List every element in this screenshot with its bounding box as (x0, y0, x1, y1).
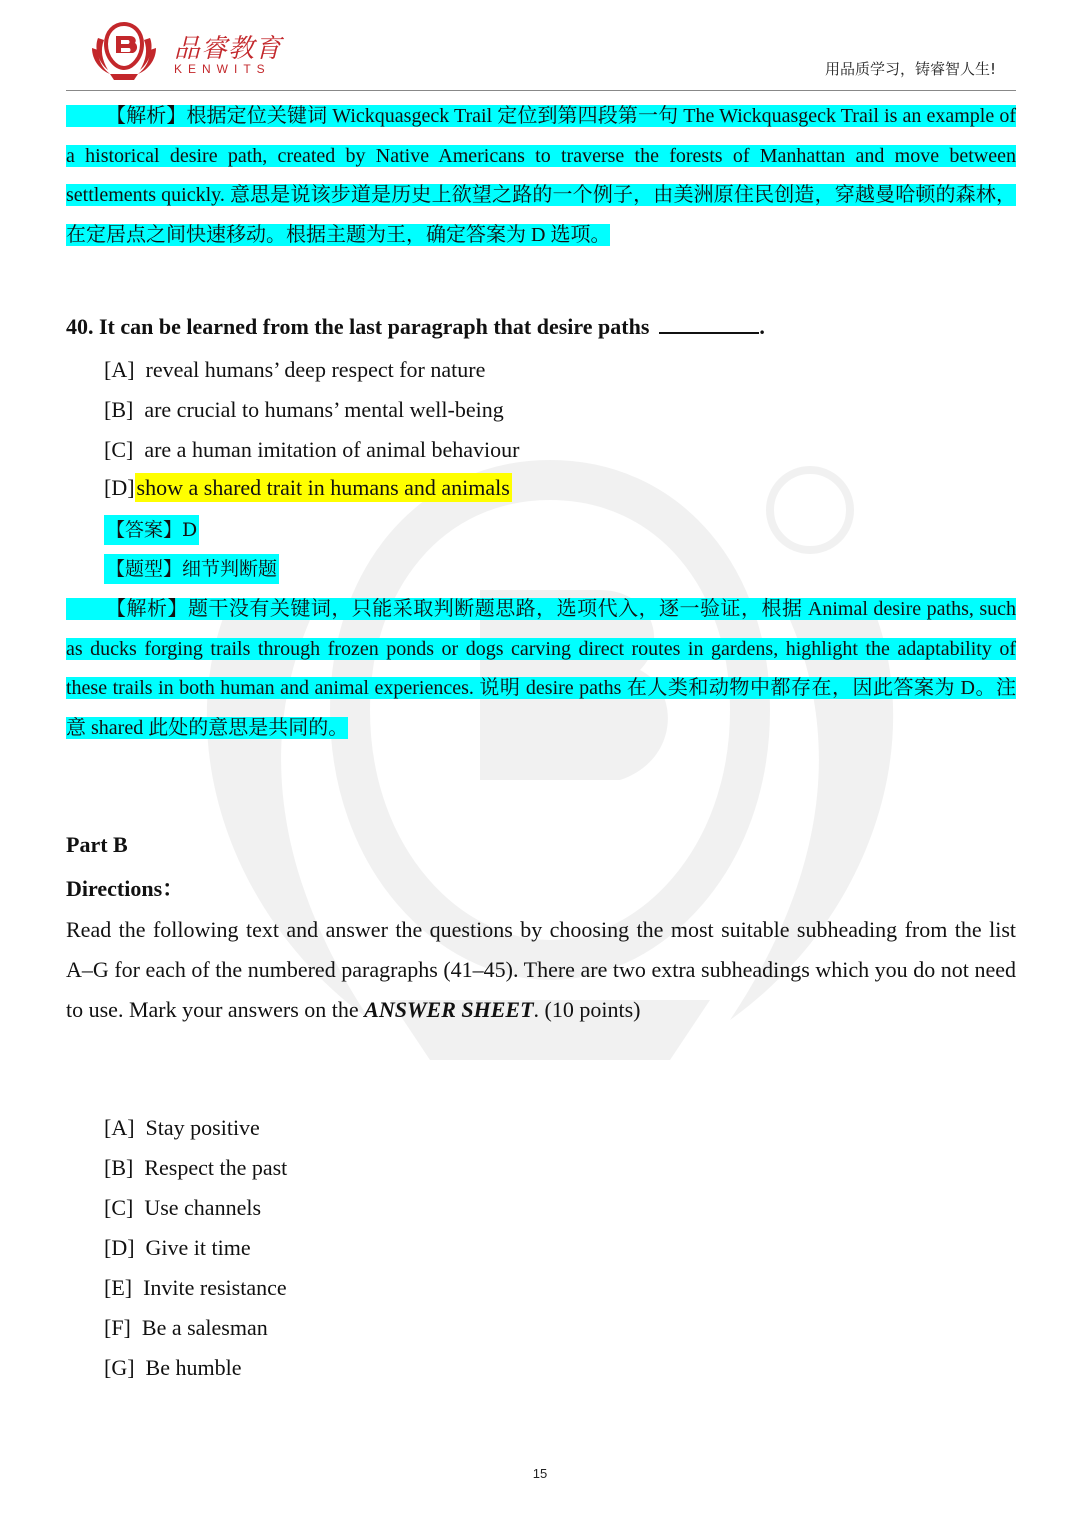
directions-text (66, 910, 1016, 1030)
option-key: [D] (104, 475, 135, 500)
page-number: 15 (532, 1466, 548, 1481)
question-40-stem: 40. It can be learned from the last paragraph that desire paths (66, 314, 650, 339)
subheading-text: Stay positive (145, 1115, 260, 1140)
answer-value: D (182, 519, 198, 541)
answer-sheet-emphasis: ANSWER SHEET (364, 997, 534, 1022)
subheading-key: [D] (104, 1235, 135, 1260)
subheading-b (104, 1153, 287, 1183)
subheading-a (104, 1113, 260, 1143)
subheading-d (104, 1233, 251, 1263)
subheading-g (104, 1353, 241, 1383)
option-key: [A] (104, 357, 135, 382)
option-d (104, 473, 512, 503)
subheading-text: Be a salesman (141, 1315, 268, 1340)
question-type-label: 【题型】 (106, 558, 183, 580)
subheading-text: Respect the past (144, 1155, 288, 1180)
subheading-text: Invite resistance (143, 1275, 287, 1300)
option-text: are crucial to humans’ mental well-being (144, 397, 504, 422)
subheading-key: [B] (104, 1155, 134, 1180)
directions-label: Directions： (66, 876, 185, 901)
option-text: reveal humans’ deep respect for nature (145, 357, 486, 382)
brand-chinese-name: 品睿教育 (174, 34, 283, 64)
question-40-period: . (759, 314, 765, 339)
analysis-39-label: 【解析】 (106, 105, 187, 127)
option-text: are a human imitation of animal behaviour (144, 437, 520, 462)
analysis-39-body: 根据定位关键词 Wickquasgeck Trail 定位到第四段第一句 The Wickquasgeck Trail is an example of a historical desire path, created by Native Americans to traverse the forests of Manhattan and move between settlements quickly. 意思是说该步道是历史上欲望之路的一个例子，由美洲原住民创造，穿越曼哈顿的森林，在定居点之间快速移动。根据主题为王，确定答案为 D 选项。 (66, 105, 1017, 246)
analysis-40-block (66, 590, 1016, 748)
option-key: [B] (104, 397, 134, 422)
analysis-39-text (66, 105, 1016, 246)
subheading-key: [G] (104, 1355, 135, 1380)
option-b (104, 395, 504, 425)
analysis-40-label: 【解析】 (106, 598, 188, 620)
answer-label: 【答案】 (106, 519, 183, 541)
subheading-text: Use channels (144, 1195, 262, 1220)
page-header (66, 18, 1016, 90)
kenwits-logo-icon (88, 18, 160, 82)
answer-highlight (104, 515, 199, 545)
question-type-line (104, 554, 279, 584)
directions-body: Read the following text and answer the questions by choosing the most suitable subheading from the list A–G for each of the numbered paragraphs (41–45). There are two extra subheadings which you do not need to use. Mark your answers on the (66, 917, 1016, 1022)
question-type-highlight (104, 554, 279, 584)
subheading-key: [C] (104, 1195, 134, 1220)
analysis-40-text (66, 598, 1016, 739)
directions-points: . (10 points) (533, 997, 641, 1022)
option-a (104, 355, 485, 385)
analysis-39-block (66, 97, 1016, 255)
part-b-title: Part B (66, 832, 128, 857)
answer-line (104, 515, 199, 545)
option-text-highlighted: show a shared trait in humans and animals (136, 475, 510, 500)
header-divider (66, 90, 1016, 91)
header-slogan: 用品质学习，铸睿智人生! (824, 60, 996, 78)
subheading-key: [F] (104, 1315, 131, 1340)
option-c (104, 435, 519, 465)
answer-blank (659, 312, 759, 334)
subheading-c (104, 1193, 261, 1223)
subheading-text: Be humble (145, 1355, 242, 1380)
subheading-key: [A] (104, 1115, 135, 1140)
subheading-e (104, 1273, 287, 1303)
question-40-title (66, 312, 765, 340)
brand-english-name: KENWITS (174, 62, 271, 76)
subheading-f (104, 1313, 268, 1343)
question-type-value: 细节判断题 (182, 558, 278, 580)
analysis-40-body: 题干没有关键词，只能采取判断题思路，选项代入，逐一验证，根据 Animal desire paths, such as ducks forging trails through frozen ponds or dogs carving direct routes in gardens, highlight the adaptability of these trails in both human and animal experiences. 说明 desire paths 在人类和动物中都存在，因此答案为 D。注意 shared 此处的意思是共同的。 (66, 598, 1016, 739)
subheading-key: [E] (104, 1275, 133, 1300)
subheading-text: Give it time (145, 1235, 251, 1260)
option-key: [C] (104, 437, 134, 462)
